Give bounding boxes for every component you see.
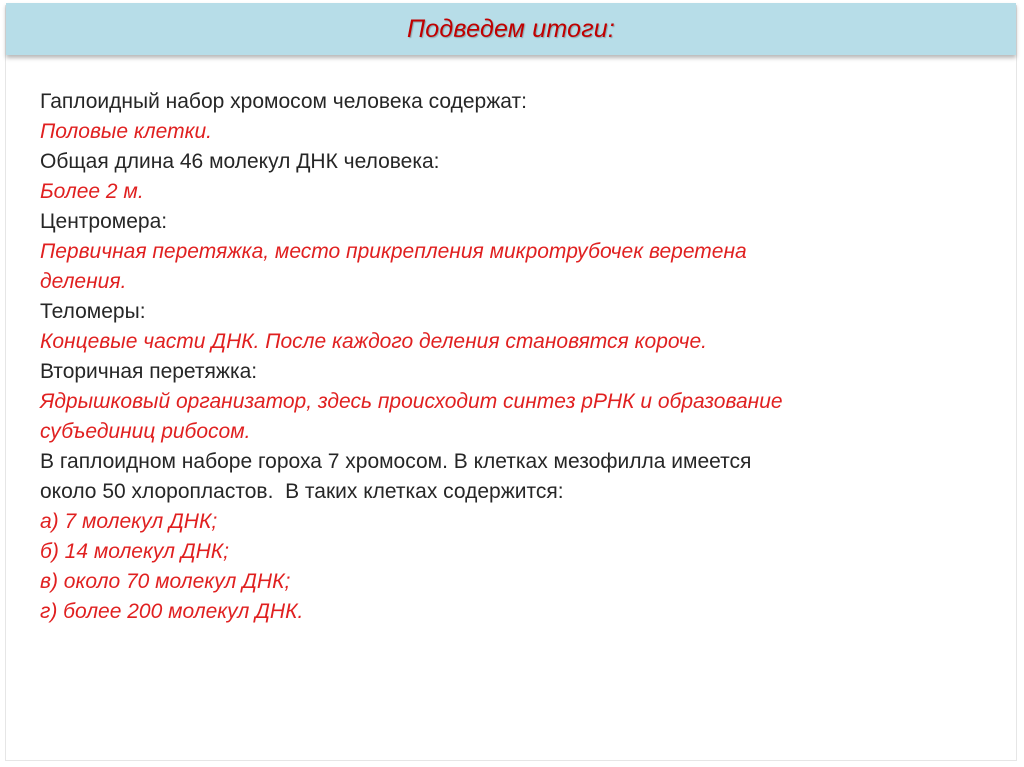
question-line: около 50 хлоропластов. В таких клетках содержится: <box>40 480 564 503</box>
question-line: Гаплоидный набор хромосом человека содержат: <box>40 90 527 113</box>
slide-content <box>40 87 940 627</box>
answer-line: б) 14 молекул ДНК; <box>40 540 229 563</box>
question-line: Вторичная перетяжка: <box>40 360 258 383</box>
answer-line: в) около 70 молекул ДНК; <box>40 570 291 593</box>
answer-line: Первичная перетяжка, место прикрепления микротрубочек веретена <box>40 240 747 263</box>
answer-line: Половые клетки. <box>40 120 213 143</box>
question-line: Центромера: <box>40 210 168 233</box>
slide-title: Подведем итоги: <box>406 14 616 43</box>
question-line: Общая длина 46 молекул ДНК человека: <box>40 150 440 173</box>
answer-line: Ядрышковый организатор, здесь происходит синтез рРНК и образование <box>40 390 783 413</box>
answer-line: а) 7 молекул ДНК; <box>40 510 218 533</box>
answer-line: Более 2 м. <box>40 180 144 203</box>
answer-line: г) более 200 молекул ДНК. <box>40 600 304 623</box>
title-bar <box>6 3 1016 55</box>
answer-line: деления. <box>40 270 127 293</box>
answer-line: субъединиц рибосом. <box>40 420 251 443</box>
question-line: В гаплоидном наборе гороха 7 хромосом. В клетках мезофилла имеется <box>40 450 752 473</box>
answer-line: Концевые части ДНК. После каждого деления становятся короче. <box>40 330 707 353</box>
question-line: Теломеры: <box>40 300 146 323</box>
